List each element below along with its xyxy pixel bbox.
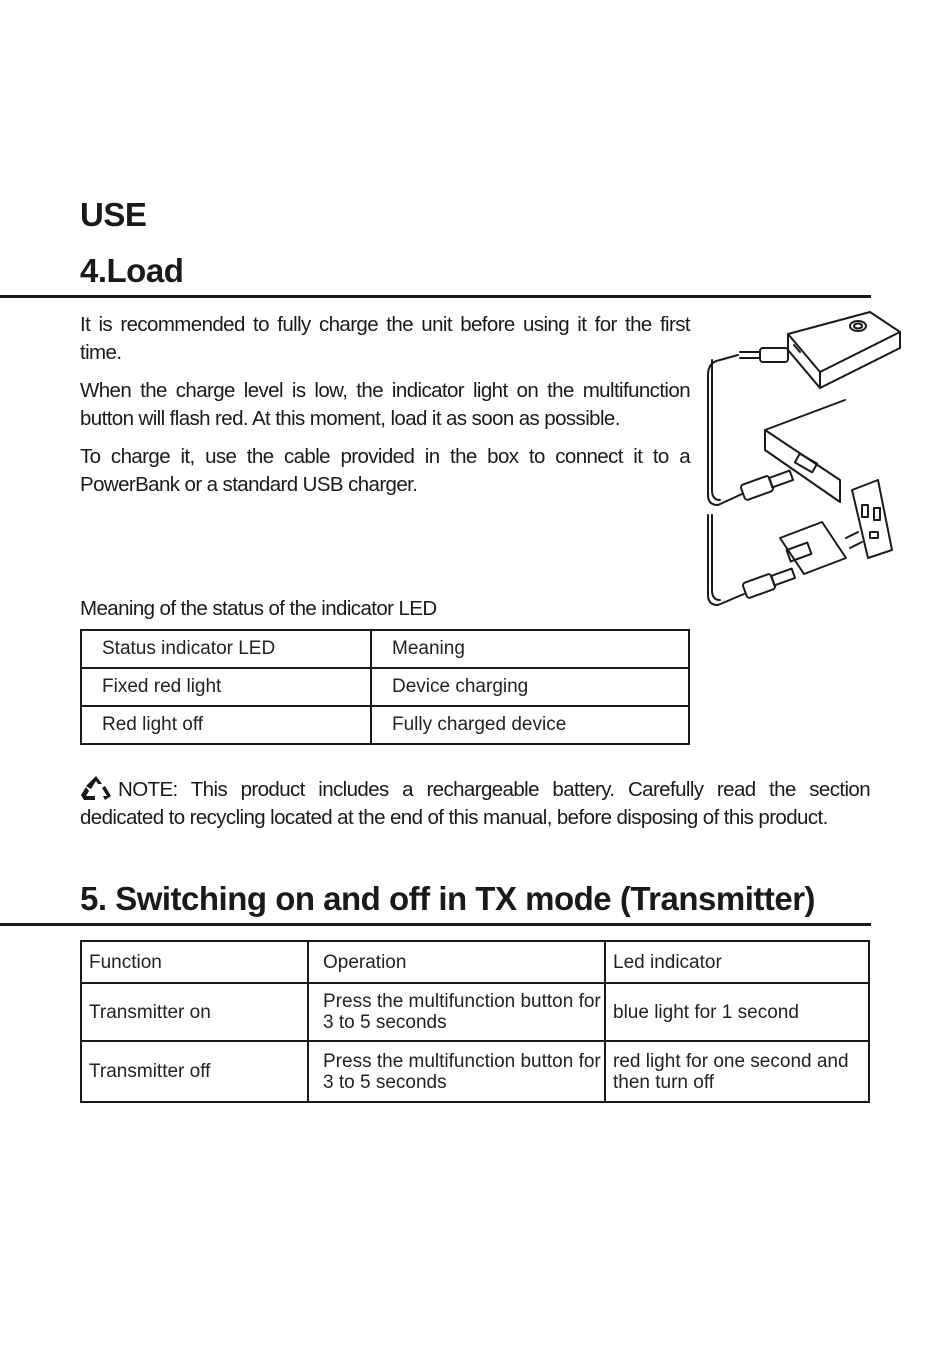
table-cell: Fixed red light <box>81 668 371 706</box>
table-cell: Transmitter on <box>81 983 308 1041</box>
tx-mode-table <box>80 940 870 1103</box>
table-cell: red light for one second and then turn off <box>605 1041 869 1102</box>
table-row <box>81 983 869 1041</box>
recycle-icon <box>80 775 112 801</box>
table-cell: blue light for 1 second <box>605 983 869 1041</box>
table-cell: Device charging <box>371 668 689 706</box>
table-row <box>81 1041 869 1102</box>
divider-load <box>0 295 871 298</box>
table-cell: Fully charged device <box>371 706 689 744</box>
paragraph-low-charge: When the charge level is low, the indicator light on the multifunction button will flash red. At this moment, load it as soon as possible. <box>80 379 690 430</box>
usb-adapter-drawing <box>780 522 862 574</box>
section-title-use: USE <box>80 196 147 233</box>
table-cell: Meaning <box>371 630 689 668</box>
divider-tx <box>0 923 871 926</box>
paragraph-first-charge: It is recommended to fully charge the unit before using it for the first time. <box>80 313 690 364</box>
table-header-row <box>81 941 869 983</box>
table-row <box>81 630 689 668</box>
table-row <box>81 706 689 744</box>
table-cell: Red light off <box>81 706 371 744</box>
led-table-caption: Meaning of the status of the indicator LED <box>80 597 437 620</box>
table-header: Led indicator <box>605 941 869 983</box>
heading-load: 4.Load <box>80 252 184 289</box>
table-cell: Status indicator LED <box>81 630 371 668</box>
heading-tx-mode: 5. Switching on and off in TX mode (Transmitter) <box>80 880 816 917</box>
table-header: Function <box>81 941 308 983</box>
cable-drawing <box>708 348 795 605</box>
table-cell: Press the multifunction button for 3 to 5 seconds <box>308 983 605 1041</box>
paragraph-how-to-charge: To charge it, use the cable provided in the box to connect it to a PowerBank or a standard USB charger. <box>80 445 690 496</box>
led-status-table <box>80 629 690 745</box>
charging-illustration <box>700 300 910 610</box>
table-header: Operation <box>308 941 605 983</box>
powerbank-drawing <box>788 312 900 388</box>
table-cell: Press the multifunction button for 3 to 5 seconds <box>308 1041 605 1102</box>
table-row <box>81 668 689 706</box>
recycling-note <box>80 775 870 832</box>
table-cell: Transmitter off <box>81 1041 308 1102</box>
note-text: NOTE: This product includes a rechargeable battery. Carefully read the section dedicated to recycling located at the end of this manual, before disposing of this product. <box>80 778 870 829</box>
wall-outlet-drawing <box>852 480 892 558</box>
